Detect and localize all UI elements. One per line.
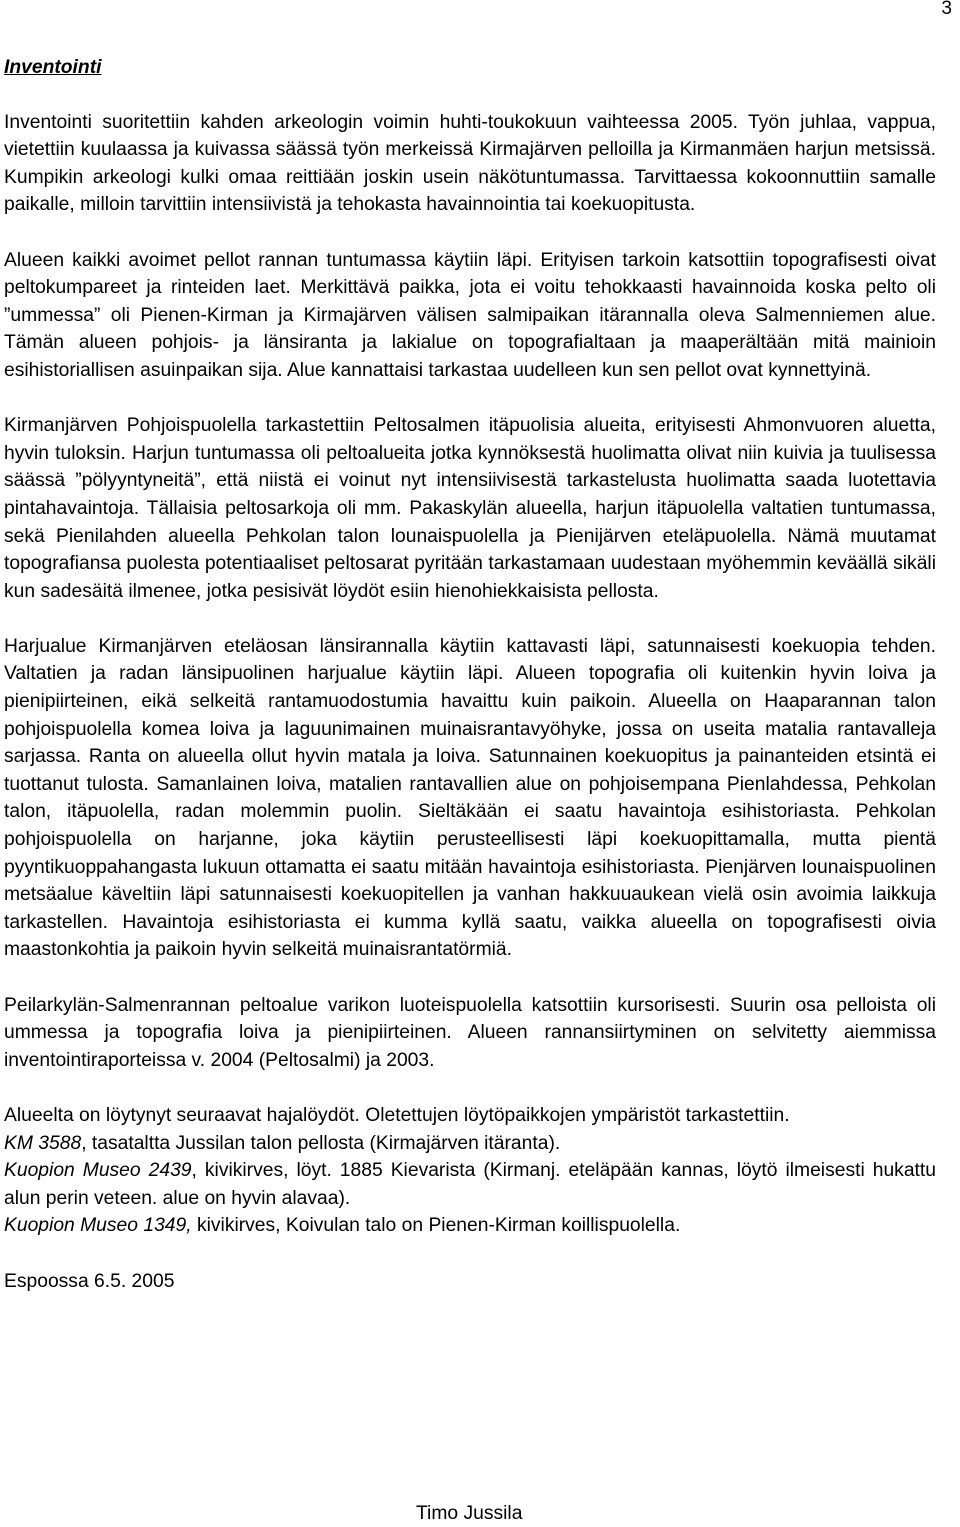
page-number: 3	[941, 0, 952, 19]
document-body	[4, 54, 936, 1323]
find-label: Kuopion Museo 1349,	[4, 1215, 192, 1237]
find-item	[4, 1212, 936, 1240]
find-item	[4, 1130, 936, 1158]
paragraph-peilarkyla: Peilarkylän-Salmenrannan peltoalue varikon luoteispuolella katsottiin kursorisesti. Suurin osa pelloista oli ummessa ja topografia loiva ja pienipiirteinen. Alueen rannansiirtyminen on selvitetty aiemmissa inventointiraporteissa v. 2004 (Peltosalmi) ja 2003.	[4, 994, 936, 1071]
find-text: , kivikirves, löyt. 1885 Kievarista (Kirmanj. eteläpään kannas, löytö ilmeisesti hukattu alun perin veteen. alue on hyvin alavaa).	[4, 1160, 936, 1209]
paragraph-ridge: Harjualue Kirmanjärven eteläosan länsirannalla käytiin kattavasti läpi, satunnaisesti koekuopia tehden. Valtatien ja radan länsipuolinen harjualue käytiin läpi. Alueen topografia oli kuitenkin hyvin loiva ja pienipiirteinen, eikä selkeitä rantamuodostumia havaittu kuin paikoin. Alueella on Haaparannan talon pohjoispuolella komea loiva ja laguunimainen muinaisrantavyöhyke, jossa on useita matalia rantavalleja sarjassa. Ranta on alueella ollut hyvin matala ja loiva. Satunnainen koekuopitus ja painanteiden etsintä ei tuottanut tulosta. Samanlainen loiva, matalien rantavallien alue on pohjoisempana Pienlahdessa, Pehkolan talon, itäpuolella, radan molemmin puolin. Sieltäkään ei saatu havaintoja esihistoriasta. Pehkolan pohjoispuolella on harjanne, joka käytiin perusteellisesti läpi koekuopittamalla, mutta pientä pyyntikuoppahangasta lukuun ottamatta ei saatu mitään havaintoja esihistoriasta. Pienjärven lounaispuolinen metsäalue käveltiin läpi satunnaisesti koekuopitellen ja vanhan hakkuuaukean vielä osin avoimia laikkuja tarkastellen. Havaintoja esihistoriasta ei kumma kyllä saatu, vaikka alueella on topografisesti oivia maastonkohtia ja paikoin hyvin selkeitä muinaisrantatörmiä.	[4, 635, 936, 961]
paragraph-north: Kirmanjärven Pohjoispuolella tarkastettiin Peltosalmen itäpuolisia alueita, erityisesti Ahmonvuoren aluetta, hyvin tuloksin. Harjun tuntumassa oli peltoalueita jotka kynnöksestä huolimatta olivat niin kuivia ja tuulisessa säässä ”pölyyntyneitä”, että niistä ei voinut nyt intensiivisestä tarkastelusta huolimatta saada luotettavia pintahavaintoja. Tällaisia peltosarkoja oli mm. Pakaskylän alueella, harjun itäpuolella valtatien tuntumassa, sekä Pienilahden alueella Pehkolan talon lounaispuolella ja Pienijärven eteläpuolella. Nämä muutamat topografiansa puolesta potentiaaliset peltosarat pyritään tarkastamaan uudestaan myöhemmin keväällä sikäli kun sadesäitä ilmenee, jotka pesisivät löydöt esiin hienohiekkaisista pellosta.	[4, 415, 936, 602]
signature: Timo Jussila	[416, 1503, 523, 1524]
finds-intro: Alueelta on löytynyt seuraavat hajalöydöt. Oletettujen löytöpaikkojen ympäristöt tarkastettiin.	[4, 1104, 790, 1126]
find-text: kivikirves, Koivulan talo on Pienen-Kirman koillispuolella.	[191, 1215, 681, 1237]
section-heading: Inventointi	[4, 57, 102, 78]
find-item	[4, 1157, 936, 1212]
find-label: Kuopion Museo 2439	[4, 1160, 192, 1182]
find-text: , tasataltta Jussilan talon pellosta (Kirmajärven itäranta).	[81, 1132, 561, 1154]
date-line: Espoossa 6.5. 2005	[4, 1270, 175, 1292]
finds-list	[4, 1102, 936, 1240]
paragraph-intro: Inventointi suoritettiin kahden arkeologin voimin huhti-toukokuun vaihteessa 2005. Työn juhlaa, vappua, vietettiin kuulaassa ja kuivassa säässä työn merkeissä Kirmajärven pelloilla ja Kirmanmäen harjun metsissä. Kumpikin arkeologi kulki omaa reittiään joskin usein näkötuntumassa. Tarvittaessa kokoonnuttiin samalle paikalle, milloin tarvittiin intensiivistä ja tehokasta havainnointia tai koekuopitusta.	[4, 111, 936, 216]
paragraph-fields: Alueen kaikki avoimet pellot rannan tuntumassa käytiin läpi. Erityisen tarkoin katsottiin topografisesti oivat peltokumpareet ja rinteiden laet. Merkittävä paikka, jota ei voitu tehokkaasti havainnoida koska pelto oli ”ummessa” oli Pienen-Kirman ja Kirmajärven välisen salmipaikan itärannalla oleva Salmenniemen alue. Tämän alueen pohjois- ja länsiranta ja lakialue on topografialtaan ja maaperältään mitä mainioin esihistoriallisen asuinpaikan sija. Alue kannattaisi tarkastaa uudelleen kun sen pellot ovat kynnettyinä.	[4, 249, 936, 381]
find-label: KM 3588	[4, 1132, 82, 1154]
